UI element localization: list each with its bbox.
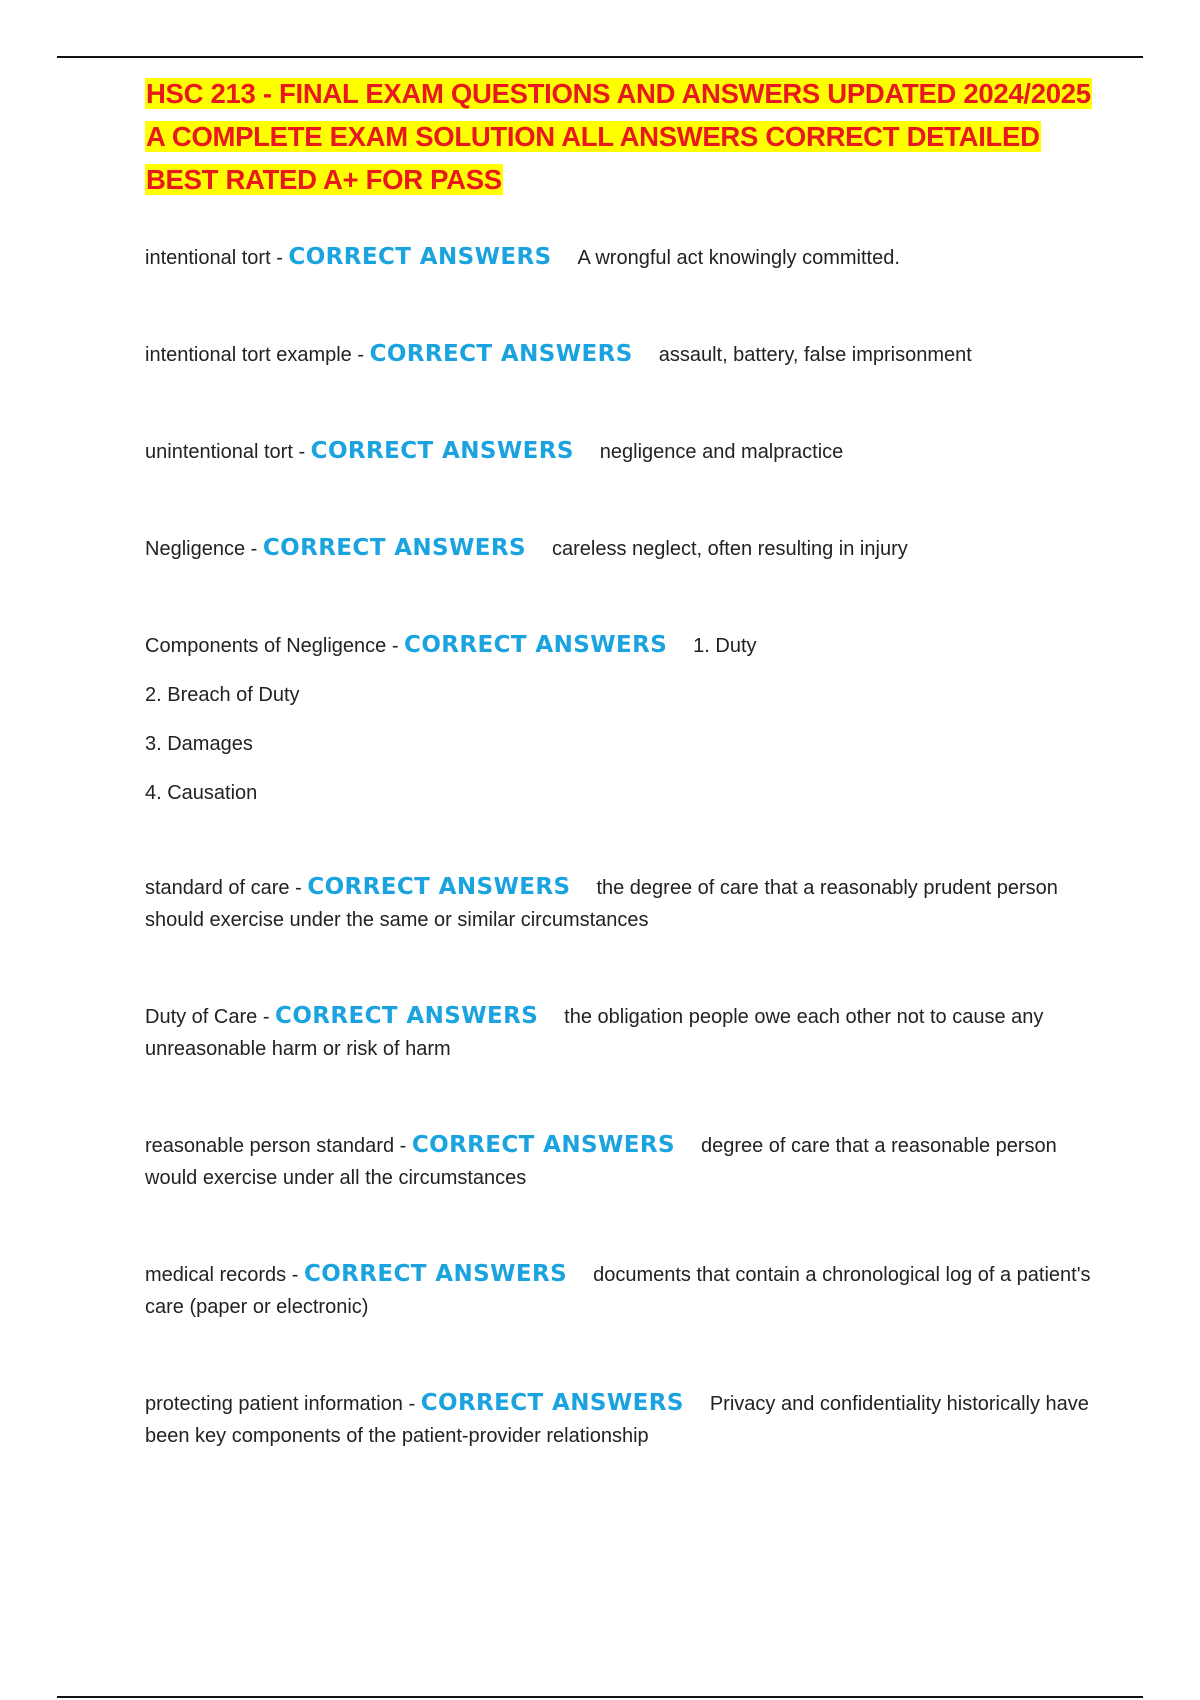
qa-item (145, 1258, 1095, 1323)
correct-answers-marker: CORRECT ANSWERS (275, 1003, 539, 1029)
qa-term: Negligence (145, 538, 246, 560)
qa-separator: - (394, 1135, 412, 1157)
qa-answer-continuation: 2. Breach of Duty (145, 684, 300, 706)
qa-item (145, 338, 1095, 371)
qa-item (145, 435, 1095, 468)
correct-answers-marker: CORRECT ANSWERS (262, 535, 526, 561)
qa-item (145, 629, 1095, 662)
correct-answers-marker: CORRECT ANSWERS (310, 438, 574, 464)
qa-item (145, 871, 1095, 936)
qa-term: intentional tort (145, 247, 271, 269)
qa-answer: the degree of care that a reasonably prudent person should exercise under the same or similar circumstances (145, 877, 1058, 931)
qa-answer: 1. Duty (693, 635, 757, 657)
qa-item (145, 1000, 1095, 1065)
qa-item (145, 241, 1095, 274)
qa-separator: - (245, 538, 263, 560)
qa-term: intentional tort example (145, 344, 352, 366)
qa-answer: careless neglect, often resulting in injury (551, 538, 908, 560)
qa-answer: degree of care that a reasonable person would exercise under all the circumstances (145, 1135, 1057, 1189)
qa-separator: - (286, 1264, 304, 1286)
top-rule (57, 56, 1143, 58)
qa-separator: - (386, 635, 405, 657)
qa-answer: documents that contain a chronological log of a patient's care (paper or electronic) (145, 1264, 1091, 1318)
document-title (145, 72, 1095, 201)
qa-separator: - (292, 441, 311, 463)
qa-separator: - (270, 247, 289, 269)
correct-answers-marker: CORRECT ANSWERS (369, 341, 633, 367)
qa-answer: the obligation people owe each other not to cause any unreasonable harm or risk of harm (145, 1006, 1044, 1060)
qa-term: unintentional tort (145, 441, 293, 463)
qa-item (145, 1387, 1095, 1452)
qa-term: medical records (145, 1264, 287, 1286)
qa-term: standard of care (145, 877, 290, 899)
qa-answer: A wrongful act knowingly committed. (577, 247, 900, 269)
qa-separator: - (402, 1393, 421, 1415)
qa-answer: negligence and malpractice (599, 441, 844, 463)
qa-answer: assault, battery, false imprisonment (658, 344, 972, 366)
title-highlight: HSC 213 - FINAL EXAM QUESTIONS AND ANSWERS UPDATED 2024/2025 A COMPLETE EXAM SOLUTION ALL ANSWERS CORRECT DETAILED BEST RATED A+ FOR PASS (146, 78, 1091, 195)
document-body (145, 72, 1095, 1452)
qa-answer-continuation: 4. Causation (145, 782, 258, 804)
qa-term: Duty of Care (145, 1006, 258, 1028)
qa-term: reasonable person standard (145, 1135, 395, 1157)
qa-answer-continuation: 3. Damages (145, 733, 253, 755)
qa-term: protecting patient information (145, 1393, 403, 1415)
qa-term: Components of Negligence (145, 635, 387, 657)
qa-item (145, 1129, 1095, 1194)
qa-separator: - (257, 1006, 276, 1028)
correct-answers-marker: CORRECT ANSWERS (303, 1261, 568, 1287)
correct-answers-marker: CORRECT ANSWERS (288, 244, 552, 270)
qa-separator: - (289, 877, 308, 899)
qa-item (145, 532, 1095, 565)
correct-answers-marker: CORRECT ANSWERS (404, 632, 668, 658)
correct-answers-marker: CORRECT ANSWERS (420, 1390, 684, 1416)
bottom-rule (57, 1696, 1143, 1698)
qa-answer: Privacy and confidentiality historically have been key components of the patient-provider relationship (145, 1393, 1089, 1447)
qa-separator: - (351, 344, 370, 366)
correct-answers-marker: CORRECT ANSWERS (411, 1132, 675, 1158)
correct-answers-marker: CORRECT ANSWERS (307, 874, 571, 900)
